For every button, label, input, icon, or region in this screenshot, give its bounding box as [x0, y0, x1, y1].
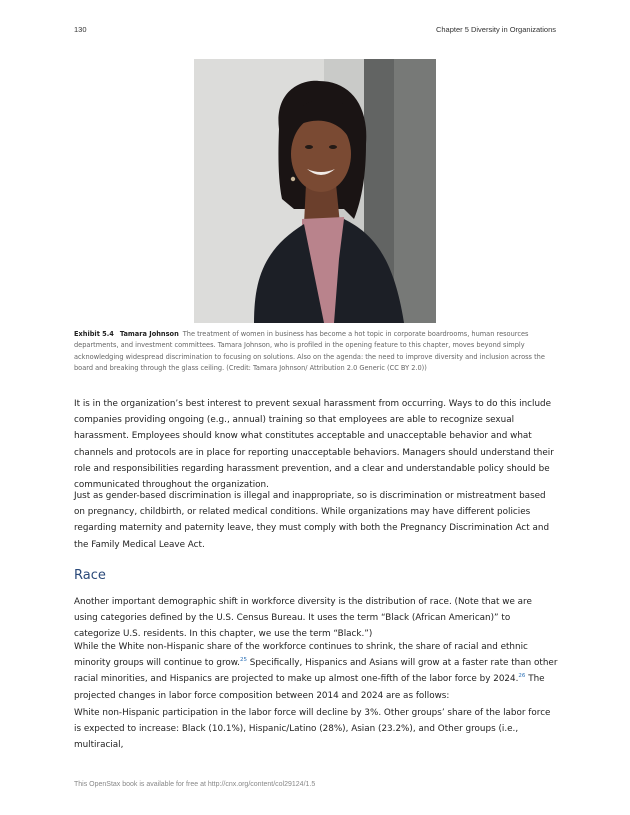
paragraph-text: Another important demographic shift in workforce diversity is the distribution of race. (Note that we are using categories defined by the U.S. Census Bureau. It uses the term “Black (African American)” to categorize U.S. residents. In this chapter, we use the term “Black.”) [74, 597, 532, 640]
figure-caption-text: The treatment of women in business has become a hot topic in corporate boardrooms, human resources departments, and investment committees. Tamara Johnson, who is profiled in the opening feature to this chapter, moves beyond simply acknowledging widespread discrimination to focusing on solutions. Also on the agenda: the need to improve diversity and inclusion across the board and breaking through the glass ceiling. (Credit: Tamara Johnson/ Attribution 2.0 Generic (CC BY 2.0)) [74, 330, 545, 373]
paragraph [74, 639, 558, 704]
paragraph [74, 705, 558, 754]
paragraph-text: It is in the organization’s best interest to prevent sexual harassment from occurring. Ways to do this include companies providing ongoing (e.g., annual) training so that employees are able to recognize sexual harassment. Employees should know what constitutes acceptable and unacceptable behavior and what channels and protocols are in place for reporting unacceptable behaviors. Managers should understand their role and responsibilities regarding harassment prevention, and a clear and understandable policy should be communicated throughout the organization. [74, 399, 554, 491]
portrait-photo [194, 59, 436, 323]
running-header: Chapter 5 Diversity in Organizations [435, 25, 556, 34]
paragraph-text: Just as gender-based discrimination is illegal and inappropriate, so is discrimination or mistreatment based on pregnancy, childbirth, or related medical conditions. While organizations may have different policies regarding maternity and paternity leave, they must comply with both the Pregnancy Discrimination Act and the Family Medical Leave Act. [74, 491, 550, 550]
paragraph-text: White non-Hispanic participation in the labor force will decline by 3%. Other groups’ share of the labor force is expected to increase: Black (10.1%), Hispanic/Latino (28%), Asian (23.2%), and Other groups (i.e., multiracial, [74, 708, 551, 751]
text-run: While the White non-Hispanic share of the workforce continues to shrink, the share of racial and ethnic minority groups will continue to grow. [74, 642, 528, 669]
footnote-ref-25[interactable]: 25 [239, 657, 247, 664]
paragraph [74, 488, 558, 553]
footnote-ref-26[interactable]: 26 [518, 673, 526, 680]
page-footer: This OpenStax book is available for free at http://cnx.org/content/col29124/1.5 [74, 781, 316, 788]
paragraph-text [74, 639, 558, 704]
section-heading: Race [74, 568, 106, 583]
figure-label: Exhibit 5.4 [74, 330, 114, 338]
page-number: 130 [74, 25, 87, 34]
paragraph [74, 396, 558, 493]
paragraph [74, 594, 558, 643]
text-run: The projected changes in labor force composition between 2014 and 2024 are as follows: [74, 674, 545, 701]
text-run: Specifically, Hispanics and Asians will grow at a faster rate than other racial minorities, and Hispanics are projected to make up almost one-fifth of the labor force by 2024. [74, 658, 558, 685]
figure-caption [74, 329, 558, 375]
figure-name: Tamara Johnson [119, 330, 179, 338]
